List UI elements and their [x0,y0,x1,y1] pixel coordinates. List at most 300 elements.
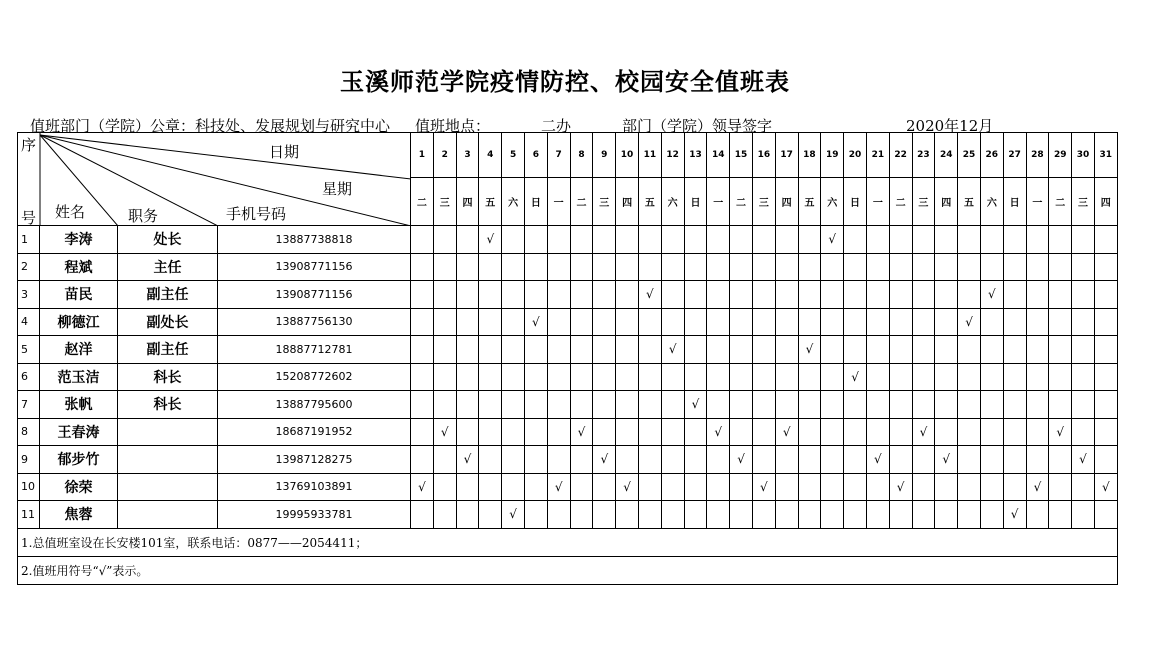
duty-cell [798,363,821,391]
staff-phone: 18687191952 [218,418,411,446]
duty-cell [980,363,1003,391]
duty-cell [912,336,935,364]
phone-header-label: 手机号码 [226,205,287,223]
duty-cell [411,446,434,474]
duty-cell [775,281,798,309]
duty-cell [1049,391,1072,419]
duty-cell [684,226,707,254]
duty-cell [935,363,958,391]
weekday-cell: 五 [798,178,821,226]
duty-cell [593,473,616,501]
weekday-cell: 五 [479,178,502,226]
duty-cell [433,501,456,529]
day-number-cell: 23 [912,133,935,178]
duty-cell [411,363,434,391]
weekday-cell: 二 [889,178,912,226]
weekday-cell: 四 [935,178,958,226]
duty-cell [411,391,434,419]
weekday-cell: 日 [524,178,547,226]
duty-cell [707,363,730,391]
duty-cell [1049,501,1072,529]
duty-cell [935,253,958,281]
day-number-cell: 7 [547,133,570,178]
day-number-cell: 8 [570,133,593,178]
duty-cell [821,418,844,446]
duty-cell [730,281,753,309]
duty-cell [479,391,502,419]
duty-cell [730,473,753,501]
duty-cell [547,226,570,254]
duty-check-mark: √ [1056,424,1065,439]
day-number-cell: 4 [479,133,502,178]
duty-cell [775,308,798,336]
duty-cell [411,418,434,446]
day-number-cell: 30 [1072,133,1095,178]
duty-cell [547,336,570,364]
duty-cell [1026,391,1049,419]
day-number-cell: 5 [502,133,525,178]
duty-cell [935,226,958,254]
duty-cell [844,281,867,309]
duty-cell [752,446,775,474]
duty-cell [593,501,616,529]
duty-cell [524,473,547,501]
duty-cell [456,473,479,501]
weekday-header-label: 星期 [322,180,353,198]
duty-cell [684,446,707,474]
weekday-cell: 四 [1094,178,1117,226]
duty-cell [844,363,867,391]
duty-cell [570,363,593,391]
duty-cell [798,418,821,446]
duty-cell [775,473,798,501]
duty-cell [547,501,570,529]
duty-cell [798,281,821,309]
weekday-cell: 六 [502,178,525,226]
row-seq: 2 [18,253,40,281]
duty-cell [524,226,547,254]
leader-signature-label: 部门（学院）领导签字 [622,117,773,135]
duty-cell [1094,501,1117,529]
duty-cell [730,363,753,391]
duty-cell [661,446,684,474]
duty-cell [661,501,684,529]
duty-check-mark: √ [760,479,768,494]
duty-cell [866,253,889,281]
duty-cell [456,336,479,364]
duty-cell [866,446,889,474]
duty-cell [524,281,547,309]
duty-cell [707,391,730,419]
duty-cell [866,363,889,391]
staff-name: 李涛 [40,226,118,254]
weekday-cell: 三 [593,178,616,226]
duty-cell [479,253,502,281]
duty-cell [661,336,684,364]
duty-cell [456,446,479,474]
duty-cell [1094,418,1117,446]
duty-cell [1026,501,1049,529]
duty-cell [593,336,616,364]
weekday-cell: 六 [821,178,844,226]
duty-cell [912,446,935,474]
duty-cell [821,226,844,254]
duty-check-mark: √ [874,452,882,467]
duty-cell [524,336,547,364]
staff-post: 副处长 [118,308,218,336]
weekday-cell: 五 [638,178,661,226]
duty-cell [638,446,661,474]
duty-cell [1072,281,1095,309]
duty-cell [752,363,775,391]
seq-header-top: 序 [21,136,37,154]
duty-cell [821,281,844,309]
duty-cell [1049,253,1072,281]
day-number-cell: 20 [844,133,867,178]
duty-cell [593,253,616,281]
duty-cell [912,501,935,529]
duty-check-mark: √ [646,287,654,302]
duty-cell [616,336,639,364]
duty-cell [684,391,707,419]
staff-name: 柳德江 [40,308,118,336]
duty-cell [502,336,525,364]
table-row [18,308,1118,336]
duty-cell [1003,391,1026,419]
duty-cell [912,473,935,501]
weekday-cell: 一 [866,178,889,226]
duty-cell [707,281,730,309]
duty-cell [912,226,935,254]
duty-cell [661,226,684,254]
duty-cell [958,308,981,336]
day-number-cell: 9 [593,133,616,178]
row-seq: 10 [18,473,40,501]
duty-cell [1049,308,1072,336]
table-row [18,363,1118,391]
staff-phone: 13908771156 [218,281,411,309]
duty-cell [1072,336,1095,364]
weekday-cell: 三 [752,178,775,226]
day-number-cell: 16 [752,133,775,178]
duty-cell [912,253,935,281]
day-number-cell: 26 [980,133,1003,178]
duty-cell [889,226,912,254]
duty-cell [593,363,616,391]
duty-cell [661,308,684,336]
duty-cell [844,418,867,446]
duty-cell [638,501,661,529]
weekday-cell: 一 [1026,178,1049,226]
duty-cell [798,226,821,254]
duty-cell [661,281,684,309]
duty-cell [524,391,547,419]
duty-cell [1003,336,1026,364]
duty-cell [433,363,456,391]
duty-cell [502,363,525,391]
duty-check-mark: √ [668,342,677,357]
duty-cell [935,308,958,336]
duty-cell [593,418,616,446]
duty-cell [570,226,593,254]
day-number-cell: 22 [889,133,912,178]
duty-cell [889,253,912,281]
duty-cell [547,473,570,501]
day-number-cell: 10 [616,133,639,178]
weekday-cell: 二 [570,178,593,226]
duty-cell [958,253,981,281]
name-header-label: 姓名 [55,203,86,221]
duty-cell [479,473,502,501]
duty-cell [502,446,525,474]
staff-phone: 19995933781 [218,501,411,529]
duty-cell [479,363,502,391]
date-header-label: 日期 [269,143,300,161]
duty-cell [821,473,844,501]
duty-cell [752,501,775,529]
duty-cell [1072,226,1095,254]
duty-cell [798,473,821,501]
duty-cell [866,418,889,446]
duty-cell [866,336,889,364]
duty-cell [844,226,867,254]
duty-cell [593,308,616,336]
duty-cell [958,336,981,364]
duty-check-mark: √ [600,452,609,467]
duty-cell [912,391,935,419]
duty-cell [889,473,912,501]
duty-cell [593,281,616,309]
duty-cell [752,336,775,364]
duty-cell [1026,363,1049,391]
duty-cell [889,281,912,309]
duty-cell [616,501,639,529]
table-row [18,391,1118,419]
duty-cell [912,281,935,309]
page-title: 玉溪师范学院疫情防控、校园安全值班表 [340,67,790,96]
duty-cell [752,226,775,254]
weekday-cell: 日 [684,178,707,226]
duty-cell [524,446,547,474]
duty-cell [661,473,684,501]
day-number-cell: 2 [433,133,456,178]
weekday-cell: 五 [958,178,981,226]
duty-check-mark: √ [987,287,996,302]
duty-cell [616,226,639,254]
duty-cell [1026,336,1049,364]
duty-cell [570,308,593,336]
duty-cell [935,473,958,501]
duty-cell [980,253,1003,281]
duty-cell [958,281,981,309]
duty-cell [1094,308,1117,336]
duty-cell [821,253,844,281]
duty-check-mark: √ [691,397,700,412]
duty-cell [866,281,889,309]
duty-cell [821,363,844,391]
duty-check-mark: √ [828,232,837,247]
duty-cell [479,446,502,474]
duty-cell [684,473,707,501]
weekday-cell: 四 [616,178,639,226]
duty-check-mark: √ [965,314,973,329]
duty-cell [433,336,456,364]
duty-cell [593,226,616,254]
staff-phone: 13769103891 [218,473,411,501]
duty-cell [1026,446,1049,474]
duty-cell [1094,473,1117,501]
duty-cell [479,501,502,529]
day-number-cell: 25 [958,133,981,178]
duty-cell [502,418,525,446]
duty-cell [798,308,821,336]
duty-cell [707,253,730,281]
duty-check-mark: √ [463,452,472,467]
duty-cell [980,391,1003,419]
duty-cell [730,336,753,364]
duty-cell [752,253,775,281]
duty-cell [958,363,981,391]
duty-cell [1003,281,1026,309]
duty-cell [616,391,639,419]
weekday-cell: 三 [433,178,456,226]
duty-cell [798,446,821,474]
staff-post [118,446,218,474]
duty-cell [1026,473,1049,501]
duty-cell [616,308,639,336]
duty-cell [616,418,639,446]
duty-cell [638,473,661,501]
weekday-cell: 三 [912,178,935,226]
table-row [18,418,1118,446]
duty-check-mark: √ [737,452,745,467]
duty-cell [1072,473,1095,501]
duty-cell [707,226,730,254]
row-seq: 8 [18,418,40,446]
duty-cell [912,363,935,391]
duty-cell [844,308,867,336]
row-seq: 9 [18,446,40,474]
duty-cell [479,308,502,336]
duty-cell [752,281,775,309]
weekday-cell: 三 [1072,178,1095,226]
day-number-cell: 15 [730,133,753,178]
duty-cell [411,501,434,529]
duty-cell [752,391,775,419]
duty-cell [502,501,525,529]
duty-cell [1003,253,1026,281]
duty-cell [684,281,707,309]
table-row [18,501,1118,529]
duty-cell [730,226,753,254]
duty-cell [456,226,479,254]
row-seq: 3 [18,281,40,309]
day-number-cell: 28 [1026,133,1049,178]
duty-cell [958,418,981,446]
duty-check-mark: √ [896,479,905,494]
duty-check-mark: √ [577,424,586,439]
duty-cell [980,226,1003,254]
duty-cell [638,391,661,419]
duty-cell [1049,363,1072,391]
seq-header-bottom: 号 [21,209,37,226]
duty-cell [775,391,798,419]
duty-check-mark: √ [1010,507,1019,522]
day-number-cell: 31 [1094,133,1117,178]
weekday-cell: 一 [707,178,730,226]
duty-cell [479,336,502,364]
duty-cell [1049,226,1072,254]
staff-post: 副主任 [118,281,218,309]
row-seq: 4 [18,308,40,336]
duty-cell [980,501,1003,529]
duty-cell [980,473,1003,501]
duty-cell [821,308,844,336]
duty-cell [844,336,867,364]
duty-cell [661,363,684,391]
duty-cell [1049,281,1072,309]
day-number-cell: 29 [1049,133,1072,178]
duty-cell [1094,363,1117,391]
duty-cell [707,418,730,446]
duty-cell [775,336,798,364]
weekday-cell: 二 [411,178,434,226]
table-row [18,336,1118,364]
weekday-cell: 二 [730,178,753,226]
duty-cell [1094,446,1117,474]
duty-cell [593,391,616,419]
duty-cell [912,418,935,446]
post-header-label: 职务 [128,207,159,225]
duty-cell [479,226,502,254]
duty-cell [570,281,593,309]
duty-cell [1026,281,1049,309]
duty-check-mark: √ [1033,479,1042,494]
day-number-cell: 17 [775,133,798,178]
duty-cell [684,501,707,529]
duty-cell [1026,418,1049,446]
row-seq: 1 [18,226,40,254]
duty-check-mark: √ [851,369,859,384]
duty-cell [889,363,912,391]
day-number-cell: 12 [661,133,684,178]
duty-check-mark: √ [440,424,449,439]
duty-cell [775,418,798,446]
duty-cell [502,253,525,281]
staff-phone: 13987128275 [218,446,411,474]
duty-cell [1003,363,1026,391]
staff-phone: 13908771156 [218,253,411,281]
duty-cell [889,418,912,446]
duty-cell [1003,226,1026,254]
duty-cell [775,253,798,281]
duty-cell [707,473,730,501]
duty-cell [912,308,935,336]
duty-cell [889,501,912,529]
duty-cell [980,336,1003,364]
duty-cell [433,418,456,446]
day-number-cell: 6 [524,133,547,178]
duty-cell [547,281,570,309]
duty-department-seal: 值班部门（学院）公章：科技处、发展规划与研究中心 [30,117,391,135]
duty-cell [433,473,456,501]
duty-cell [547,253,570,281]
duty-cell [638,418,661,446]
table-row [18,226,1118,254]
duty-cell [1049,336,1072,364]
duty-check-mark: √ [1079,452,1087,467]
duty-cell [1072,501,1095,529]
